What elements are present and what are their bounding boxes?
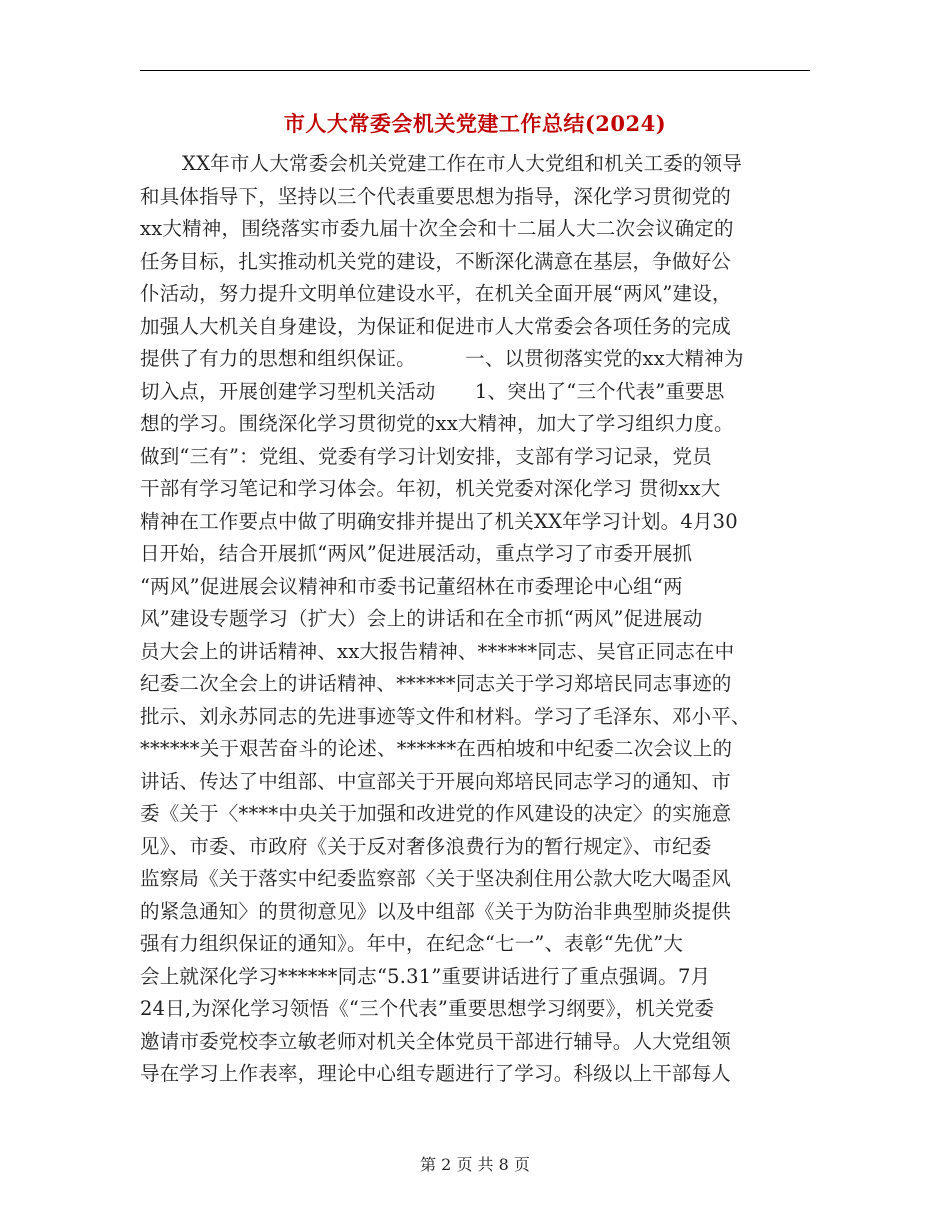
body-line: 风”建设专题学习（扩大）会上的讲话和在全市抓“两风”促进展动 [140,607,703,630]
body-line: “两风”促进展会议精神和市委书记董绍林在市委理论中心组“两 [140,574,683,598]
body-line: 纪委二次全会上的讲话精神、******同志关于学习郑培民同志事迹的 [140,672,732,695]
body-line: 见》、市委、市政府《关于反对奢侈浪费行为的暂行规定》、市纪委 [140,834,712,858]
body-line: 任务目标，扎实推动机关党的建设，不断深化满意在基层，争做好公 [140,249,732,273]
body-line: 讲话、传达了中组部、中宣部关于开展向郑培民同志学习的通知、市 [140,769,732,793]
body-line: 切入点，开展创建学习型机关活动 1、突出了“三个代表”重要思 [140,379,725,403]
body-line: 做到“三有”：党组、党委有学习计划安排，支部有学习记录，党员 [140,444,712,468]
body-line: XX年市人大常委会机关党建工作在市人大党组和机关工委的领导 [182,152,743,175]
body-line: ******关于艰苦奋斗的论述、******在西柏坡和中纪委二次会议上的 [140,737,733,760]
document-body [140,148,810,1091]
body-line: 员大会上的讲话精神、xx大报告精神、******同志、吴官正同志在中 [140,639,735,663]
body-line: 加强人大机关自身建设，为保证和促进市人大常委会各项任务的完成 [140,314,732,338]
body-line: 想的学习。围绕深化学习贯彻党的xx大精神，加大了学习组织力度。 [140,412,734,435]
body-line: 和具体指导下，坚持以三个代表重要思想为指导，深化学习贯彻党的 [140,184,732,208]
body-line: 精神在工作要点中做了明确安排并提出了机关XX年学习计划。4月30 [140,509,738,533]
body-line: 会上就深化学习******同志“5.31”重要讲话进行了重点强调。7月 [140,964,711,988]
document-title: 市人大常委会机关党建工作总结(2024) [283,111,667,136]
body-line: 的紧急通知〉的贯彻意见》以及中组部《关于为防治非典型肺炎提供 [140,899,732,923]
body-line: 仆活动，努力提升文明单位建设水平，在机关全面开展“两风”建设， [140,282,732,305]
body-line: 24日,为深化学习领悟《“三个代表”重要思想学习纲要》，机关党委 [140,997,715,1020]
body-line: 监察局《关于落实中纪委监察部〈关于坚决刹住用公款大吃大喝歪风 [140,867,732,890]
body-line: 提供了有力的思想和组织保证。 一、以贯彻落实党的xx大精神为 [140,347,744,370]
body-line: 邀请市委党校李立敏老师对机关全体党员干部进行辅导。人大党组领 [140,1029,732,1053]
body-line: 委《关于〈****中央关于加强和改进党的作风建设的决定〉的实施意 [140,802,732,825]
body-line: 日开始，结合开展抓“两风”促进展活动，重点学习了市委开展抓 [140,542,693,565]
body-line: xx大精神，围绕落实市委九届十次全会和十二届人大二次会议确定的 [140,217,734,240]
body-line: 导在学习上作表率，理论中心组专题进行了学习。科级以上干部每人 [140,1062,732,1085]
page-number-footer: 第 2 页 共 8 页 [420,1155,530,1174]
body-line: 干部有学习笔记和学习体会。年初，机关党委对深化学习 贯彻xx大 [140,477,721,500]
header-rule [140,70,810,71]
body-line: 强有力组织保证的通知》。年中，在纪念“七一”、表彰“先优”大 [140,932,684,955]
body-line: 批示、刘永苏同志的先进事迹等文件和材料。学习了毛泽东、邓小平、 [140,704,751,728]
